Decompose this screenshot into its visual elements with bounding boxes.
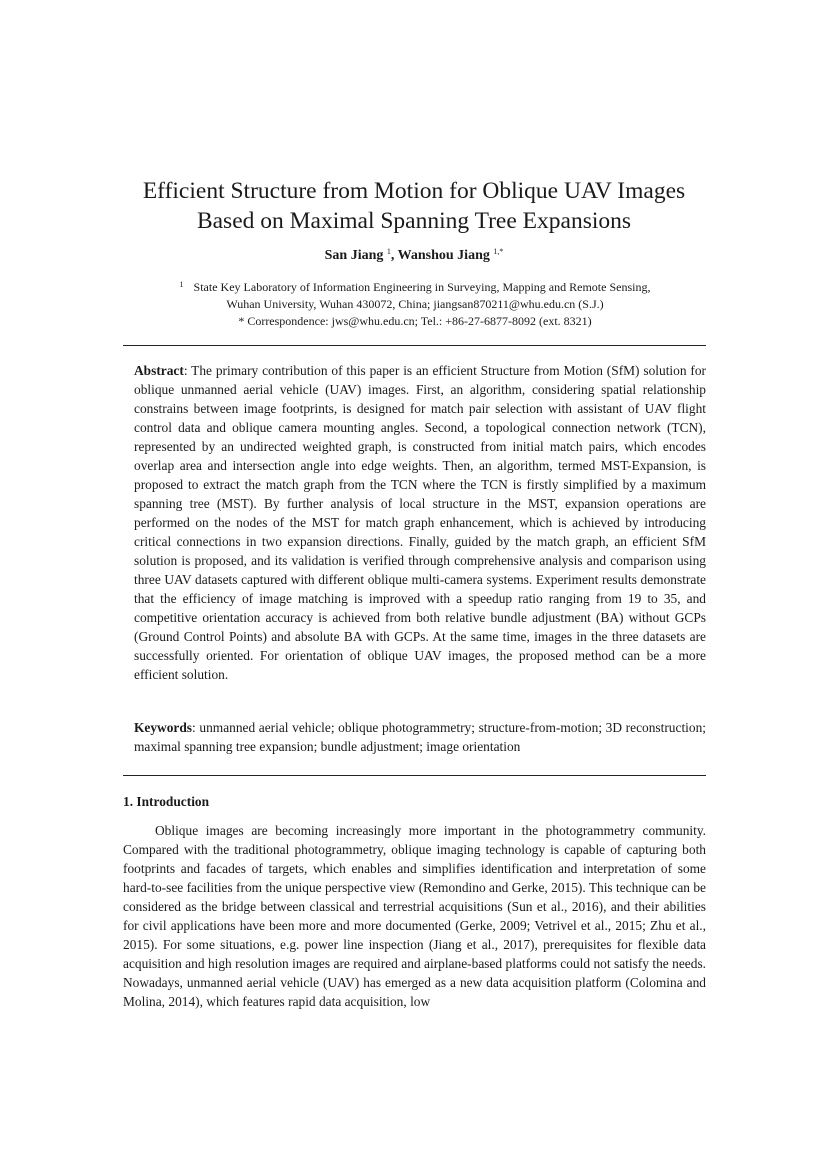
author-name: Wanshou Jiang (397, 248, 490, 263)
affiliation-line (120, 276, 710, 296)
author-name: San Jiang (324, 248, 384, 263)
author-affiliation-marker: 1 (386, 247, 391, 256)
section-paragraph: Oblique images are becoming increasingly more important in the photogrammetry community. Compared with the traditional photogrammetry, oblique imaging technology is capable of capturing both footprints and facades of targets, which enables and simplifies identification and interpretation of some hard-to-see facilities from the unique perspective view (Remondino and Gerke, 2015). This technique can be considered as the bridge between classical and terrestrial acquisitions (Sun et al., 2016), and their abilities for civil applications have been more and more documented (Gerke, 2009; Vetrivel et al., 2015; Zhu et al., 2015). For some situations, e.g. power line inspection (Jiang et al., 2017), prerequisites for flexible data acquisition and high resolution images are required and airplane-based platforms could not satisfy the needs. Nowadays, unmanned aerial vehicle (UAV) has emerged as a new data acquisition platform (Colomina and Molina, 2014), which features rapid data acquisition, low (123, 823, 706, 1009)
title-line-1: Efficient Structure from Motion for Oblique UAV Images (142, 178, 686, 204)
affiliation-line: Wuhan University, Wuhan 430072, China; jiangsan870211@whu.edu.cn (S.J.) (226, 297, 604, 311)
affiliation-number: 1 (179, 280, 184, 289)
abstract (134, 361, 706, 684)
bottom-divider (123, 775, 706, 776)
abstract-label: Abstract (134, 363, 184, 378)
section-heading: 1. Introduction (123, 794, 210, 809)
affiliations (120, 276, 710, 330)
abstract-text: : The primary contribution of this paper is an efficient Structure from Motion (SfM) solution for oblique unmanned aerial vehicle (UAV) images. First, an algorithm, considering spatial relationship constrains between image footprints, is designed for match pair selection with assistant of UAV flight control data and oblique camera mounting angles. Second, a topological connection network (TCN), represented by an undirected weighted graph, is constructed from initial match pairs, which encodes overlap area and intersection angle into edge weights. Then, an algorithm, termed MST-Expansion, is proposed to extract the match graph from the TCN where the TCN is firstly simplified by a maximum spanning tree (MST). By further analysis of local structure in the MST, expansion operations are performed on the nodes of the MST for match graph enhancement, which is achieved by introducing critical connections in two expansion directions. Finally, guided by the match graph, an efficient SfM solution is proposed, and its validation is verified through comprehensive analysis and comparison using three UAV datasets captured with different oblique multi-camera systems. Experiment results demonstrate that the efficiency of image matching is improved with a speedup ratio ranging from 19 to 35, and competitive orientation accuracy is achieved from both relative bundle adjustment (BA) without GCPs (Ground Control Points) and absolute BA with GCPs. At the same time, images in the three datasets are successfully oriented. For orientation of oblique UAV images, the proposed method can be a more efficient solution. (134, 363, 706, 682)
paper-title (60, 176, 768, 236)
author-separator: , (390, 248, 398, 263)
keywords-text: : unmanned aerial vehicle; oblique photogrammetry; structure-from-motion; 3D reconstruction; maximal spanning tree expansion; bundle adjustment; image orientation (134, 720, 706, 754)
author-list (60, 247, 768, 264)
top-divider (123, 345, 706, 346)
keywords-label: Keywords (134, 720, 193, 735)
author-affiliation-marker: 1,* (493, 247, 504, 256)
title-line-2: Based on Maximal Spanning Tree Expansions (196, 208, 632, 234)
keywords (134, 718, 706, 756)
correspondence-line: * Correspondence: jws@whu.edu.cn; Tel.: +86-27-6877-8092 (ext. 8321) (238, 314, 592, 328)
affiliation-text: State Key Laboratory of Information Engineering in Surveying, Mapping and Remote Sensing, (193, 280, 651, 294)
